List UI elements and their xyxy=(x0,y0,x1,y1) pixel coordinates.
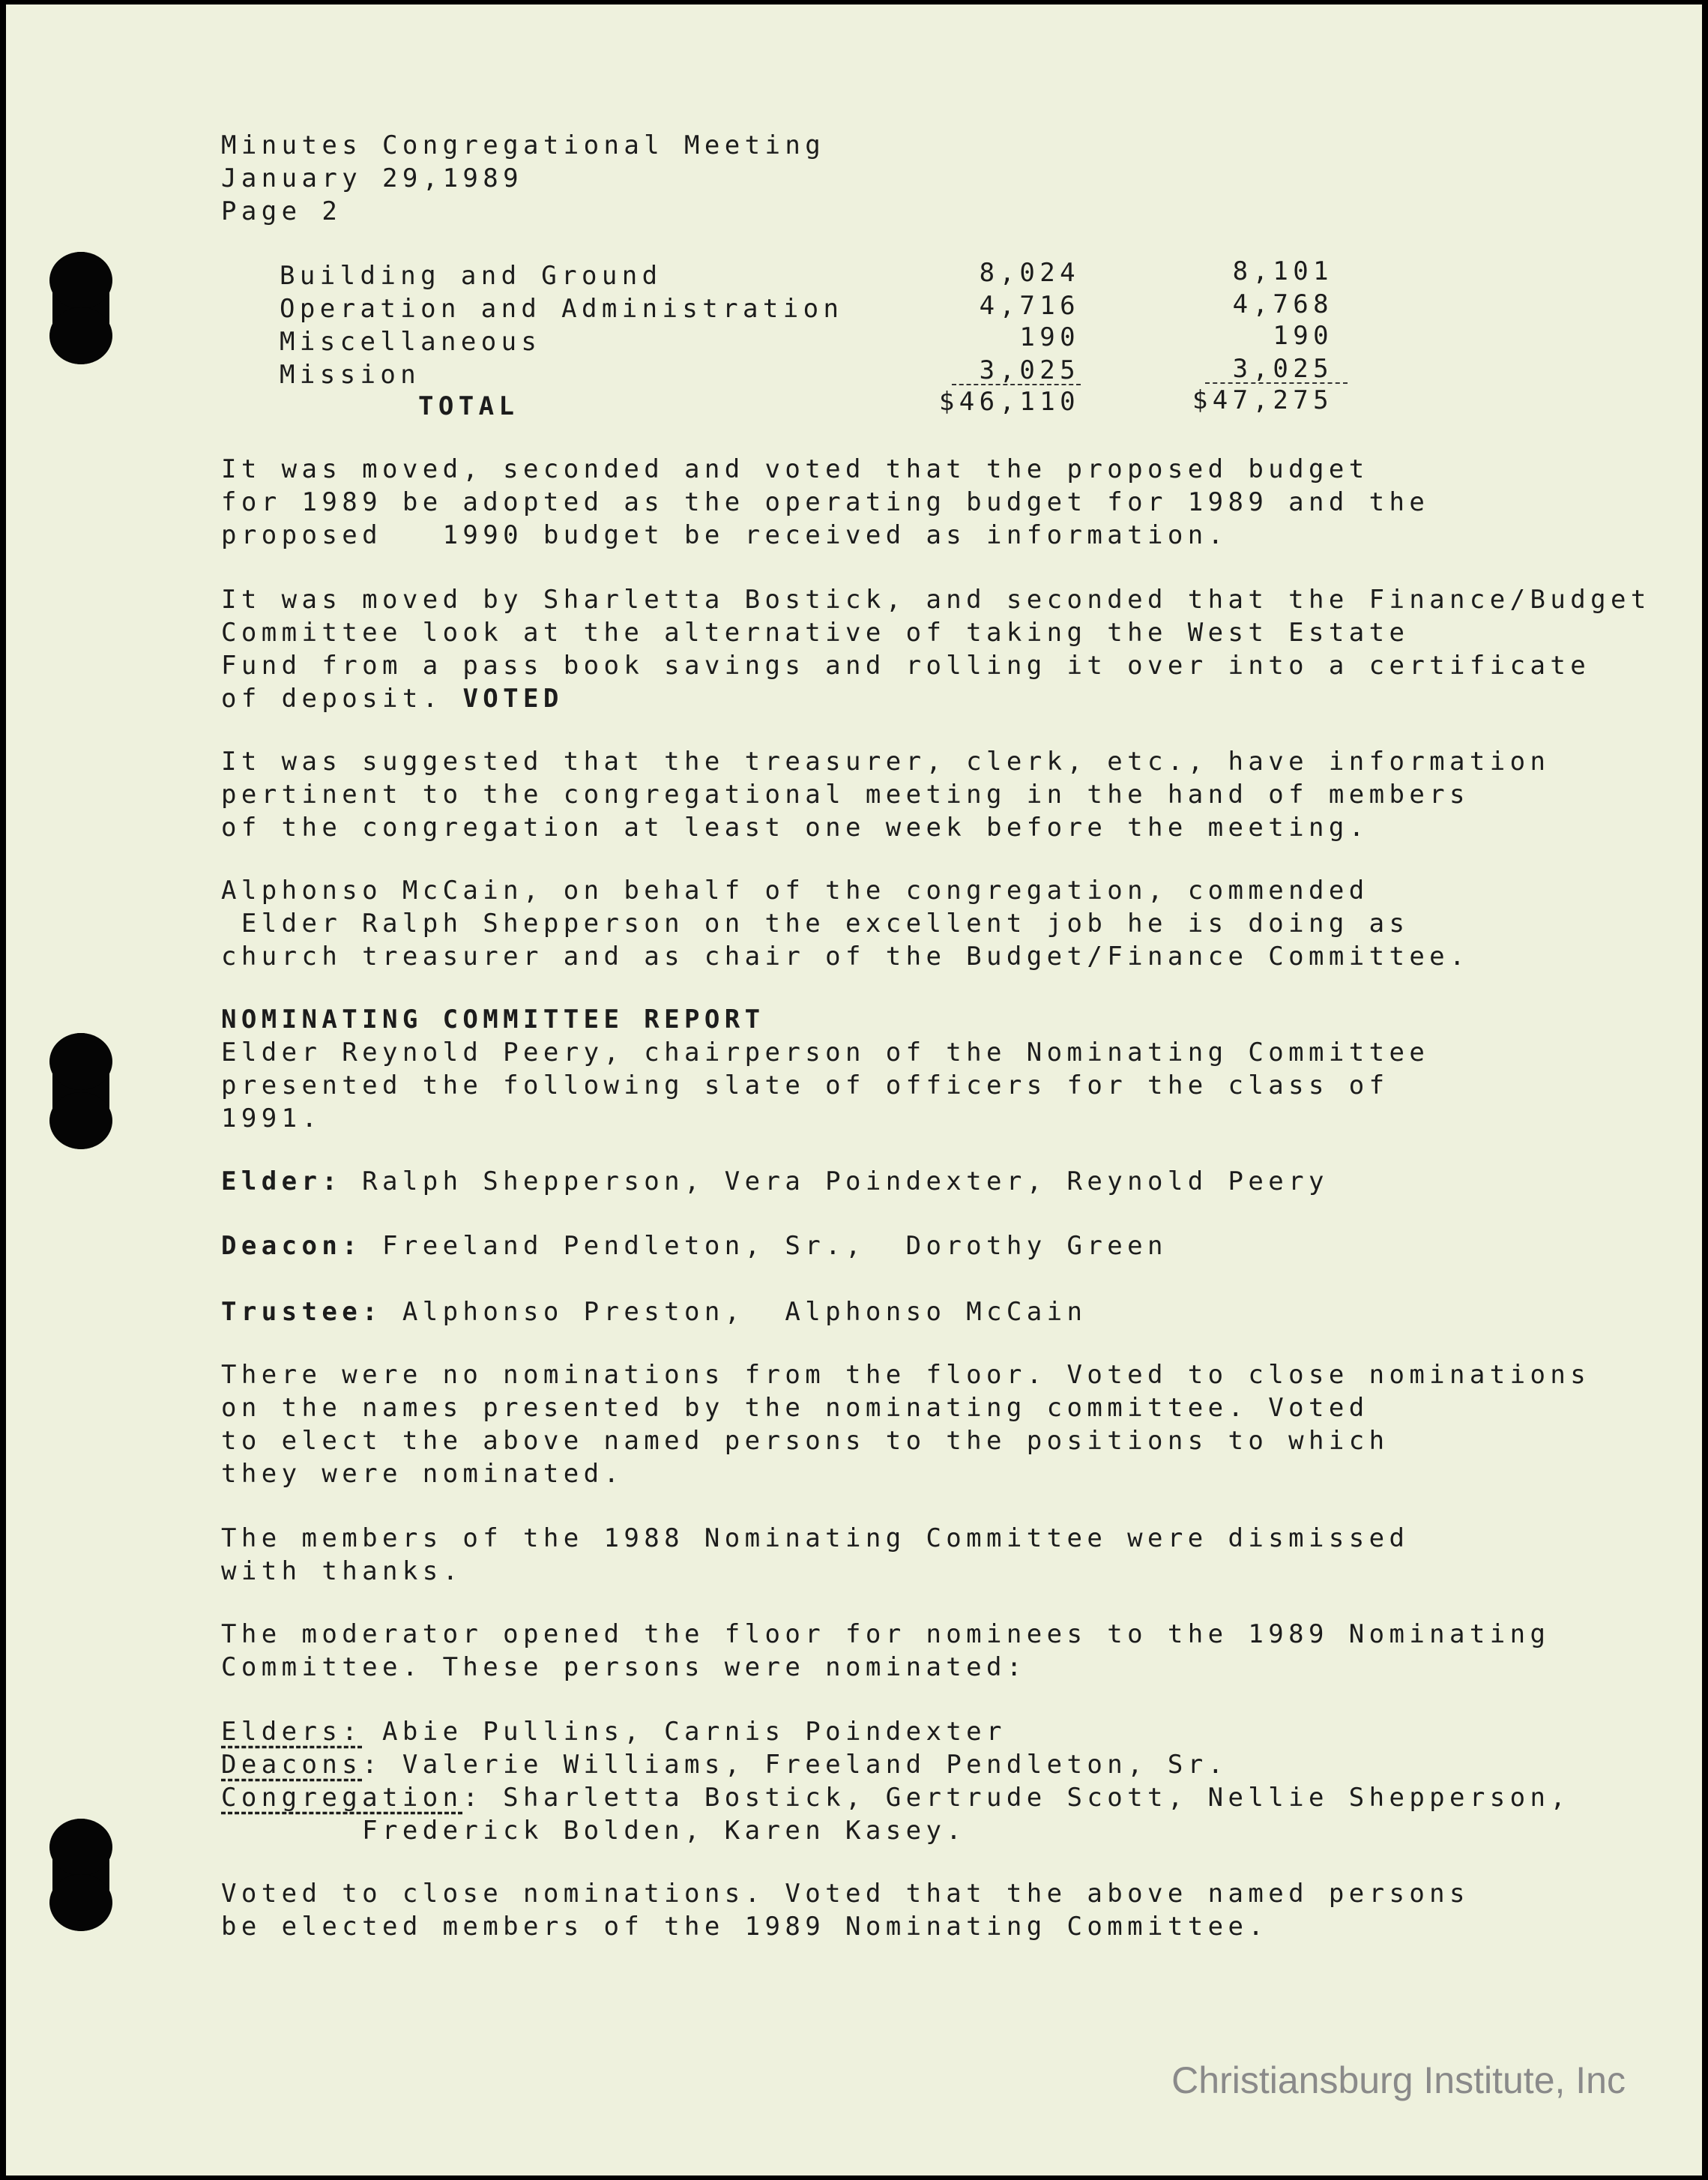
header-date: January 29,1989 xyxy=(221,163,524,193)
body-text: of the congregation at least one week before the meeting. xyxy=(221,813,1369,843)
punch-hole-middle xyxy=(52,1033,109,1149)
body-text: It was moved, seconded and voted that the proposed budget xyxy=(221,454,1369,484)
body-text: 1991. xyxy=(221,1103,322,1133)
body-text: to elect the above named persons to the positions to which xyxy=(221,1426,1389,1456)
body-text: with thanks. xyxy=(221,1556,463,1586)
budget-total-1990: $47,275 xyxy=(1192,385,1333,415)
slate-elder: Elder: Ralph Shepperson, Vera Poindexter, Reynold Peery xyxy=(221,1166,1329,1196)
header-title: Minutes Congregational Meeting xyxy=(221,130,826,160)
body-text: of deposit. VOTED xyxy=(221,684,564,714)
body-text: church treasurer and as chair of the Budget/Finance Committee. xyxy=(221,942,1470,972)
body-text: they were nominated. xyxy=(221,1459,624,1489)
body-text: Alphonso McCain, on behalf of the congregation, commended xyxy=(221,876,1369,906)
budget-row-1990: 190 xyxy=(1273,321,1333,351)
nominees-elders: Elders: Abie Pullins, Carnis Poindexter xyxy=(221,1717,1007,1747)
voted-label: VOTED xyxy=(462,684,564,714)
budget-row-1989: 4,716 xyxy=(979,291,1080,321)
nominees-congregation-cont: Frederick Bolden, Karen Kasey. xyxy=(221,1816,967,1846)
body-text: The members of the 1988 Nominating Committee were dismissed xyxy=(221,1523,1410,1553)
nominees-congregation: Congregation: Sharletta Bostick, Gertrude Scott, Nellie Shepperson, xyxy=(221,1783,1571,1813)
punch-hole-bottom xyxy=(52,1819,109,1931)
body-text: Fund from a pass book savings and rolling it over into a certificate xyxy=(221,651,1591,681)
slate-trustee: Trustee: Alphonso Preston, Alphonso McCain xyxy=(221,1297,1087,1327)
body-text: for 1989 be adopted as the operating budget for 1989 and the xyxy=(221,487,1430,517)
budget-row-1989: 190 xyxy=(1019,322,1080,352)
body-text: presented the following slate of officers for the class of xyxy=(221,1071,1389,1100)
watermark: Christiansburg Institute, Inc xyxy=(1171,2059,1626,2101)
slate-deacon: Deacon: Freeland Pendleton, Sr., Dorothy Green xyxy=(221,1231,1168,1261)
budget-row-label: Miscellaneous xyxy=(280,327,542,357)
budget-row-1989: 8,024 xyxy=(979,258,1080,288)
budget-row-1989: 3,025 xyxy=(979,355,1080,385)
body-text: proposed 1990 budget be received as information. xyxy=(221,520,1228,550)
body-text: Committee look at the alternative of taking the West Estate xyxy=(221,618,1410,648)
body-text: It was suggested that the treasurer, clerk, etc., have information xyxy=(221,747,1551,777)
body-text: It was moved by Sharletta Bostick, and seconded that the Finance/Budget xyxy=(221,585,1651,615)
body-text: Elder Ralph Shepperson on the excellent job he is doing as xyxy=(221,909,1410,939)
budget-row-1990: 8,101 xyxy=(1232,256,1333,286)
body-text: on the names presented by the nominating committee. Voted xyxy=(221,1393,1369,1423)
body-text: Committee. These persons were nominated: xyxy=(221,1652,1027,1682)
budget-row-1990: 3,025 xyxy=(1232,354,1333,384)
punch-hole-top xyxy=(52,252,109,364)
nominees-deacons: Deacons: Valerie Williams, Freeland Pendleton, Sr. xyxy=(221,1750,1228,1780)
budget-total-label: TOTAL xyxy=(418,391,519,421)
document-page xyxy=(6,4,1702,2176)
budget-row-label: Mission xyxy=(280,360,421,390)
header-page: Page 2 xyxy=(221,196,342,226)
body-text: The moderator opened the floor for nominees to the 1989 Nominating xyxy=(221,1619,1551,1649)
body-text: be elected members of the 1989 Nominating Committee. xyxy=(221,1912,1269,1942)
budget-row-label: Operation and Administration xyxy=(280,294,844,324)
budget-row-1990: 4,768 xyxy=(1232,289,1333,319)
body-text: Elder Reynold Peery, chairperson of the Nominating Committee xyxy=(221,1038,1430,1068)
budget-row-label: Building and Ground xyxy=(280,261,663,291)
body-text: There were no nominations from the floor. Voted to close nominations xyxy=(221,1360,1591,1390)
section-heading: NOMINATING COMMITTEE REPORT xyxy=(221,1005,765,1035)
body-text: Voted to close nominations. Voted that the above named persons xyxy=(221,1879,1470,1909)
body-text: pertinent to the congregational meeting in the hand of members xyxy=(221,780,1470,810)
budget-total-1989: $46,110 xyxy=(938,387,1080,417)
